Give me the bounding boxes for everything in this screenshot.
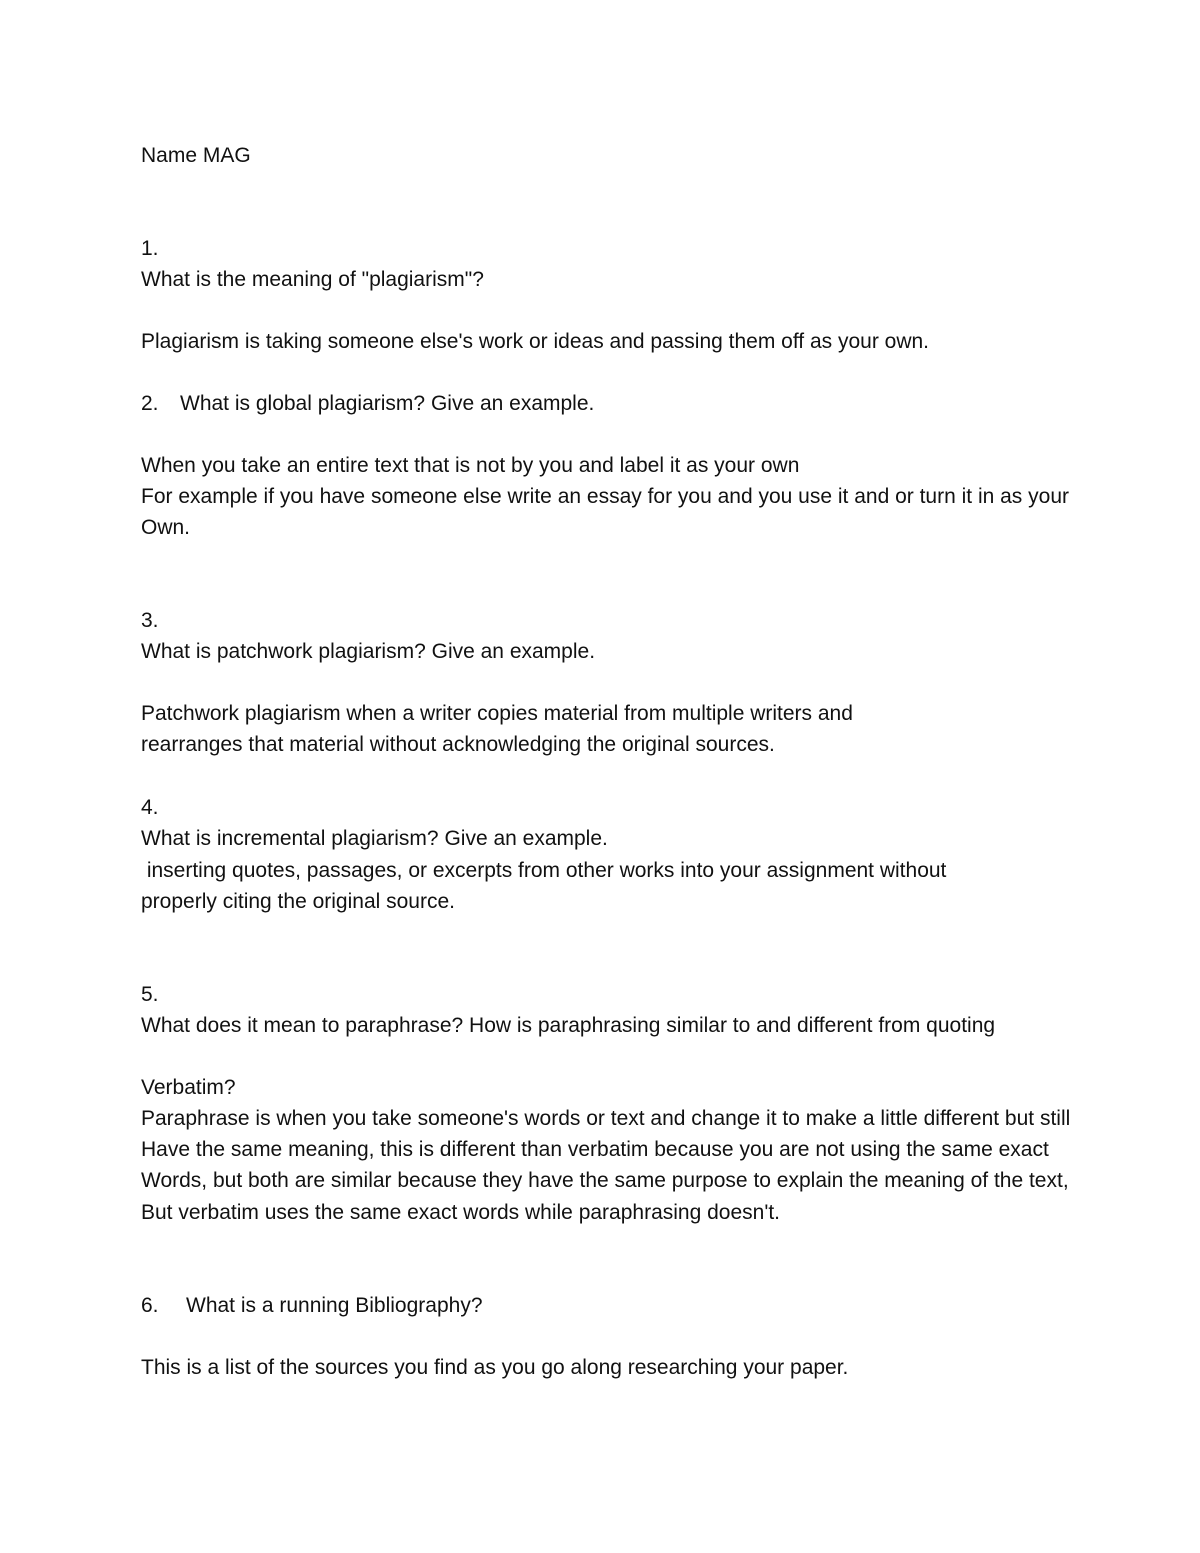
question-3-text: What is patchwork plagiarism? Give an example. — [141, 640, 596, 663]
question-3-number: 3. — [141, 609, 159, 632]
question-1-text: What is the meaning of "plagiarism"? — [141, 268, 484, 291]
answer-5-line: Have the same meaning, this is different than verbatim because you are not using the same exact — [141, 1138, 1049, 1161]
question-2-number: 2. — [141, 392, 159, 415]
question-2 — [141, 392, 594, 416]
answer-4-line: inserting quotes, passages, or excerpts from other works into your assignment without — [141, 859, 947, 882]
answer-2-line: For example if you have someone else write an essay for you and you use it and or turn it in as your — [141, 485, 1069, 508]
question-6-text: What is a running Bibliography? — [186, 1294, 483, 1317]
question-5-line: What does it mean to paraphrase? How is paraphrasing similar to and different from quoting — [141, 1014, 996, 1037]
name-line: Name MAG — [141, 144, 251, 167]
answer-3-line: rearranges that material without acknowledging the original sources. — [141, 733, 775, 756]
answer-5-line: Words, but both are similar because they have the same purpose to explain the meaning of the text, — [141, 1169, 1069, 1192]
answer-5-line: But verbatim uses the same exact words while paraphrasing doesn't. — [141, 1201, 781, 1224]
answer-1-text: Plagiarism is taking someone else's work or ideas and passing them off as your own. — [141, 330, 930, 353]
question-2-text: What is global plagiarism? Give an example. — [180, 392, 595, 415]
question-6 — [141, 1294, 483, 1318]
question-5-number: 5. — [141, 983, 159, 1006]
answer-2-line: Own. — [141, 516, 191, 539]
answer-6-text: This is a list of the sources you find as you go along researching your paper. — [141, 1356, 849, 1379]
question-5-line: Verbatim? — [141, 1076, 236, 1099]
answer-5-line: Paraphrase is when you take someone's words or text and change it to make a little different but still — [141, 1107, 1071, 1130]
question-4-text: What is incremental plagiarism? Give an example. — [141, 827, 608, 850]
question-1-number: 1. — [141, 237, 159, 260]
question-6-number: 6. — [141, 1294, 159, 1317]
answer-3-line: Patchwork plagiarism when a writer copies material from multiple writers and — [141, 702, 853, 725]
question-4-number: 4. — [141, 796, 159, 819]
answer-2-line: When you take an entire text that is not by you and label it as your own — [141, 454, 800, 477]
answer-4-line: properly citing the original source. — [141, 890, 455, 913]
